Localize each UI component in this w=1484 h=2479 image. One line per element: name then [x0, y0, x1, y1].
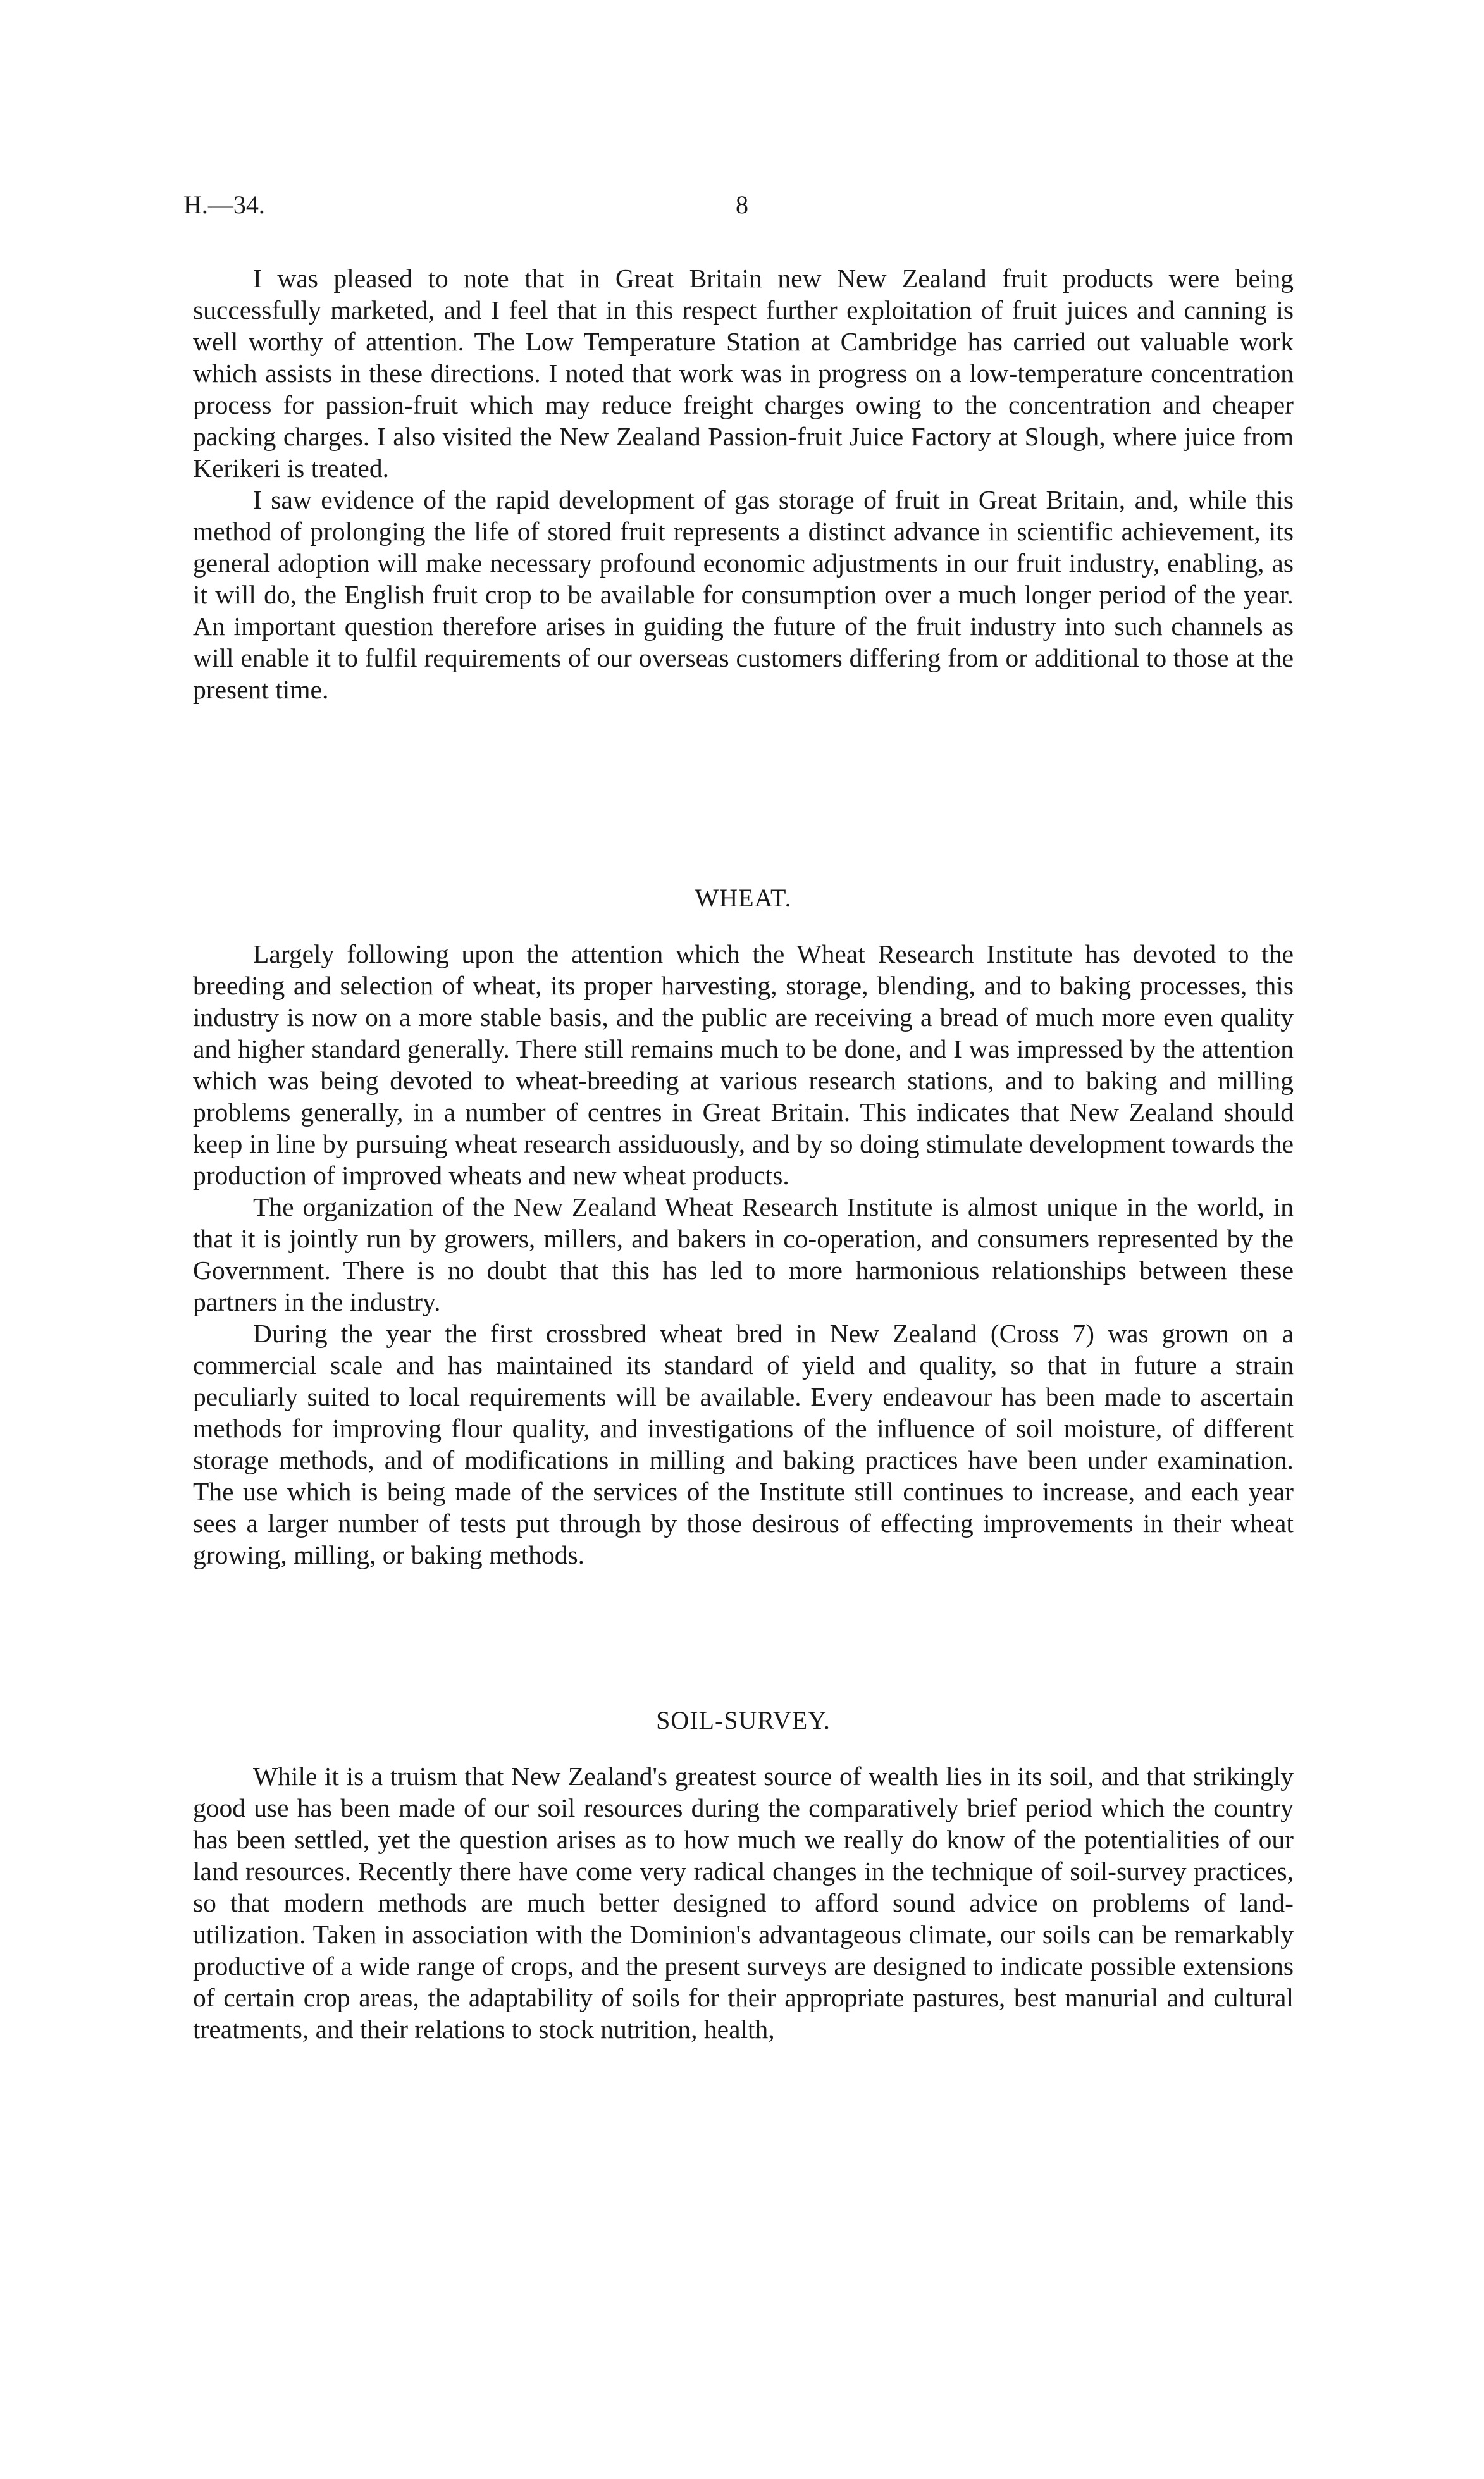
body-paragraph: The organization of the New Zealand Wheat Research Institute is almost unique in the world, in that it is jointly run by growers, millers, and bakers in co-operation, and consumers represented by the Government. There is no doubt that this has led to more harmonious relationships between these partners in the industry. — [193, 1192, 1294, 1316]
intro-section — [193, 263, 1294, 705]
section-heading-wheat: WHEAT. — [695, 884, 792, 912]
body-paragraph: While it is a truism that New Zealand's greatest source of wealth lies in its soil, and that strikingly good use has been made of our soil resources during the comparatively brief period which the country has been settled, yet the question arises as to how much we really do know of the potentialities of our land resources. Recently there have come very radical changes in the technique of soil-survey practices, so that modern methods are much better designed to afford sound advice on problems of land-utilization. Taken in association with the Dominion's advantageous climate, our soils can be remarkably productive of a wide range of crops, and the present surveys are designed to indicate possible extensions of certain crop areas, the adaptability of soils for their appropriate pastures, best manurial and cultural treatments, and their relations to stock nutrition, health, — [193, 1762, 1294, 2044]
section-heading-soil-survey: SOIL-SURVEY. — [656, 1706, 831, 1734]
body-paragraph: I saw evidence of the rapid development of gas storage of fruit in Great Britain, and, while this method of prolonging the life of stored fruit represents a distinct advance in scientific achievement, its general adoption will make necessary profound economic adjustments in our fruit industry, enabling, as it will do, the English fruit crop to be available for consumption over a much longer period of the year. An important question therefore arises in guiding the future of the fruit industry into such channels as will enable it to fulfil requirements of our overseas customers differing from or additional to those at the present time. — [193, 485, 1294, 704]
page-number: 8 — [736, 190, 748, 219]
body-paragraph: During the year the first crossbred wheat bred in New Zealand (Cross 7) was grown on a commercial scale and has maintained its standard of yield and quality, so that in future a strain peculiarly suited to local requirements will be available. Every endeavour has been made to ascertain methods for improving flour quality, and investigations of the influence of soil moisture, of different storage methods, and of modifications in milling and baking practices have been under examination. The use which is being made of the services of the Institute still continues to increase, and each year sees a larger number of tests put through by those desirous of effecting improvements in their wheat growing, milling, or baking methods. — [193, 1319, 1294, 1569]
soil-survey-section — [193, 1705, 1294, 2045]
body-paragraph: I was pleased to note that in Great Britain new New Zealand fruit products were being successfully marketed, and I feel that in this respect further exploitation of fruit juices and canning is well worthy of attention. The Low Temperature Station at Cambridge has carried out valuable work which assists in these directions. I noted that work was in progress on a low-temperature concentration process for passion-fruit which may reduce freight charges owing to the concentration and cheaper packing charges. I also visited the New Zealand Passion-fruit Juice Factory at Slough, where juice from Kerikeri is treated. — [193, 264, 1294, 483]
body-paragraph: Largely following upon the attention which the Wheat Research Institute has devoted to the breeding and selection of wheat, its proper harvesting, storage, blending, and to baking processes, this industry is now on a more stable basis, and the public are receiving a bread of much more even quality and higher standard generally. There still remains much to be done, and I was impressed by the attention which was being devoted to wheat-breeding at various research stations, and to baking and milling problems generally, in a number of centres in Great Britain. This indicates that New Zealand should keep in line by pursuing wheat research assiduously, and by so doing stimulate development towards the production of improved wheats and new wheat products. — [193, 939, 1294, 1190]
running-header — [183, 190, 1301, 228]
document-reference: H.—34. — [183, 190, 265, 219]
wheat-section — [193, 882, 1294, 1571]
